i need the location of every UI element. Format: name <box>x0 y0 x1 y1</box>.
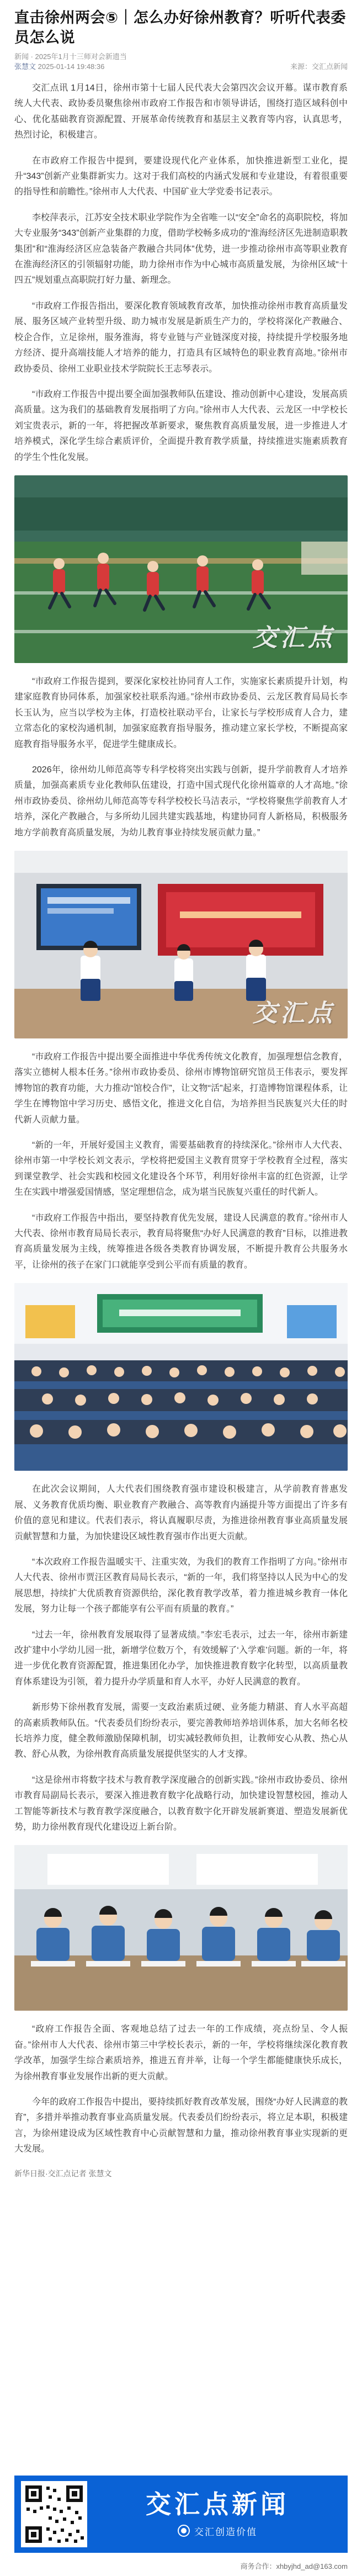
article-author[interactable]: 张慧文 <box>14 62 36 71</box>
promo-tagline <box>178 2524 257 2538</box>
promo-card[interactable] <box>14 2476 348 2553</box>
paragraph: “这是徐州市将数字技术与教育教学深度融合的创新实践。”徐州市政协委员、徐州市教育局副局长表示，要深入推进教育数字化战略行动，加快建设智慧校园，推动人工智能等新技术与教育教学深度融合，以教育数字化开辟发展新赛道、塑造发展新优势，助力徐州教育现代化建设迈上新台阶。 <box>14 1775 348 1832</box>
article-title: 直击徐州两会⑤｜怎么办好徐州教育？听听代表委员怎么说 <box>14 9 346 46</box>
article-meta <box>14 52 348 72</box>
paragraph: “新的一年，开展好爱国主义教育，需要基础教育的持续深化。”徐州市人大代表、徐州市第一中学校长刘文表示，学校将把爱国主义教育贯穿于学校教育全过程，落实到课堂教学、社会实践和校园文化建设各个环节，利用好徐州丰富的红色资源，让学生在实践中增强爱国情感，坚定理想信念，成为堪当民族复兴重任的时代新人。 <box>14 1141 348 1197</box>
promo-contact: 商务合作：xhbyjhd_ad@163.com <box>240 2562 348 2570</box>
promo-brand-name: 交汇点新闻 <box>146 2489 289 2519</box>
paragraph: “市政府工作报告中提出要全面加强教师队伍建设、推动创新中心建设，发展高质高质量。这为我们的基础教育发展指明了方向。”徐州市人大代表、云龙区一中学校长刘宝贵表示，新的一年，将把握改革新要求，聚焦教育高质量发展，进一步推进人才培养模式，深化学生综合素质评价，全面提升教育教学质量，持续推进实施素质教育的学生个性化发展。 <box>14 389 348 462</box>
paragraph: “市政府工作报告中提出要全面推进中华优秀传统文化教育，加强理想信念教育，落实立德树人根本任务。”徐州市政协委员、徐州市博物馆研究馆员王伟表示，要发挥博物馆的教育功能，大力推动“馆校合作”，让文物“活”起来，打造博物馆课程体系，让学生在博物馆中学习历史、感悟文化，推进文化自信，为培养担当民族复兴大任的时代新人贡献力量。 <box>14 1052 348 1125</box>
article-published: 2025-01-14 19:48:36 <box>38 62 105 71</box>
photo-sports-activity <box>14 475 348 663</box>
paragraph: “市政府工作报告提到，要深化家校社协同育人工作，实施家长素质提升计划，构建家庭教育协同体系，加强家校社联系沟通。”徐州市政协委员、云龙区教育局局长李长玉认为，应当以学校为主体，打造校社联动平台，让家长与学校形成育人合力，建立常态化的家校沟通机制，加强家庭教育指导服务，推动建立家长学校，不断提高家庭教育指导服务水平，促进学生健康成长。 <box>14 676 348 749</box>
article-source: 新闻 · 2025年1月十三师对会新遗当 <box>14 52 127 61</box>
photo-assembly <box>14 1283 348 1471</box>
article-origin: 来源：交汇点新闻 <box>290 62 348 71</box>
paragraph: 在此次会议期间，人大代表们围绕教育强市建设积极建言，从学前教育普惠发展、义务教育优质均衡、职业教育产教融合、高等教育内涵提升等方面提出了许多有价值的意见和建议。代表们表示，将认真履职尽责，为推进徐州教育事业高质量发展贡献智慧和力量，为加快建设区域性教育强市作出更大贡献。 <box>14 1485 348 1541</box>
paragraph: 李校萍表示，江苏安全技术职业学院作为全省唯一以“安全”命名的高职院校，将加大专业服务“343”创新产业集群的力度，借助学校畅多成功的“淮海经济区先进制造职教集团”和“淮海经济区应急装备产教融合共同体”优势，进一步推动徐州市高等职业教育在淮海经济区的引领辐射功能，助力徐州市作为中心城市高质量发展，为徐州区域“十四五”规划重点高职院打好力量、新理念。 <box>14 213 348 285</box>
paragraph: 今年的政府工作报告中提出，要持续抓好教育改革发展，围绕“办好人民满意的教育”，多措并举推动教育事业高质量发展。代表委员们纷纷表示，将立足本职，积极建言，为徐州建设成为区域性教育中心贡献智慧和力量，推动徐州教育事业实现新的更大发展。 <box>14 2097 348 2154</box>
paragraph: 新形势下徐州教育发展，需要一支政治素质过硬、业务能力精湛、育人水平高超的高素质教师队伍。“代表委员们纷纷表示，要完善教师培养培训体系，加大名师名校长培养力度，健全教师激励保障机制，切实减轻教师负担，让教师安心从教、热心从教、舒心从教，为徐州教育高质量发展提供坚实的人才支撑。 <box>14 1703 348 1759</box>
paragraph: 交汇点讯 1月14日，徐州市第十七届人民代表大会第四次会议开幕。谋市教育系统人大代表、政协委员聚焦徐州市政府工作报告和市领导讲话，围绕打造区域科创中心、优化基础教育资源配置、开展革命传统教育和基层主义教育等内容，认真思考，热烈讨论，积极建言。 <box>14 83 348 140</box>
photo-lecture <box>14 1845 348 2011</box>
qr-code-icon <box>21 2481 87 2547</box>
paragraph: “市政府工作报告中指出，要坚持教育优先发展，建设人民满意的教育。”徐州市人大代表、徐州市教育局局长表示，教育局将聚焦“办好人民满意的教育”目标，以推进教育高质量发展为主线，统筹推进各级各类教育协调发展，不断提升教育公共服务水平，让徐州的孩子在家门口就能享受到公平而有质量的教育。 <box>14 1213 348 1270</box>
photo-watermark: 交汇点 <box>253 999 336 1027</box>
photo-classroom <box>14 851 348 1038</box>
lecture-image <box>14 1845 348 2011</box>
assembly-image <box>14 1283 348 1471</box>
paragraph: “政府工作报告全面、客观地总结了过去一年的工作成绩，亮点纷呈、令人振奋。”徐州市人大代表、徐州市第三中学校长表示，新的一年，学校将继续深化教育教学改革，加强学生综合素质培养，推进五育并举，让每一个学生都能健康快乐成长，为徐州教育事业发展作出新的更大贡献。 <box>14 2024 348 2081</box>
paragraph: 2026年，徐州幼儿师范高等专科学校将突出实践与创新，提升学前教育人才培养质量，加强高素质专业化教师队伍建设，打造中国式现代化徐州篇章的人才高地。”徐州市政协委员、徐州幼儿师范高等专科学校校长马洁表示，“学校将聚焦学前教育人才培养，深化产教融合，与多所幼儿园共建实践基地，构建协同育人新格局，积极服务地方学前教育高质量发展，为幼儿教育事业持续发展贡献力量。” <box>14 765 348 838</box>
paragraph: “本次政府工作报告温暖实干、注重实效，为我们的教育工作指明了方向。”徐州市人大代表、徐州市贾汪区教育局局长表示，“新的一年，我们将坚持以人民为中心的发展思想，持续扩大优质教育资源供给，深化教育教学改革，着力推进城乡教育一体化发展，努力让每一个孩子都能享有公平而有质量的教育。” <box>14 1557 348 1614</box>
promo-brand <box>87 2489 348 2540</box>
paragraph: “过去一年，徐州教育发展取得了显著成绩。”李宏毛表示，过去一年，徐州市新建改扩建中小学幼儿园一批，新增学位数万个，有效缓解了‘入学难’问题。新的一年，将进一步优化教育资源配置，推进集团化办学，加快推进教育数字化转型，以高质量教育体系建设为引领，着力提升办学质量和育人水平，办好人民满意的教育。 <box>14 1630 348 1687</box>
paragraph: 在市政府工作报告中提到，要建设现代化产业体系，加快推进新型工业化，提升“343”创新产业集群新实力。这对于我们高校的内涵式发展和专业建设，有着很重要的指导性和前瞻性。”徐州市人大代表、中国矿业大学党委书记表示。 <box>14 156 348 197</box>
promo-tagline-text: 交汇创造价值 <box>194 2526 257 2537</box>
paragraph: “市政府工作报告指出，要深化教育领域教育改革，加快推动徐州市教育高质量发展、服务区域产业转型升级、助力城市发展是新质生产力的，学校将深化产教融合、校企合作，立足徐州，服务淮海，将专业链与产业链深度对接，持续提升学校服务地方经济、提升高端技能人才培养的能力，打造具有区域特色的职业教育高地。”徐州市政协委员、徐州工业职业技术学院院长王志琴表示。 <box>14 301 348 374</box>
article-footer-note: 新华日报·交汇点记者 张慧文 <box>14 2169 112 2178</box>
promo-banner[interactable] <box>0 2462 362 2576</box>
photo-watermark: 交汇点 <box>253 623 336 652</box>
brand-logo-icon <box>178 2525 190 2537</box>
